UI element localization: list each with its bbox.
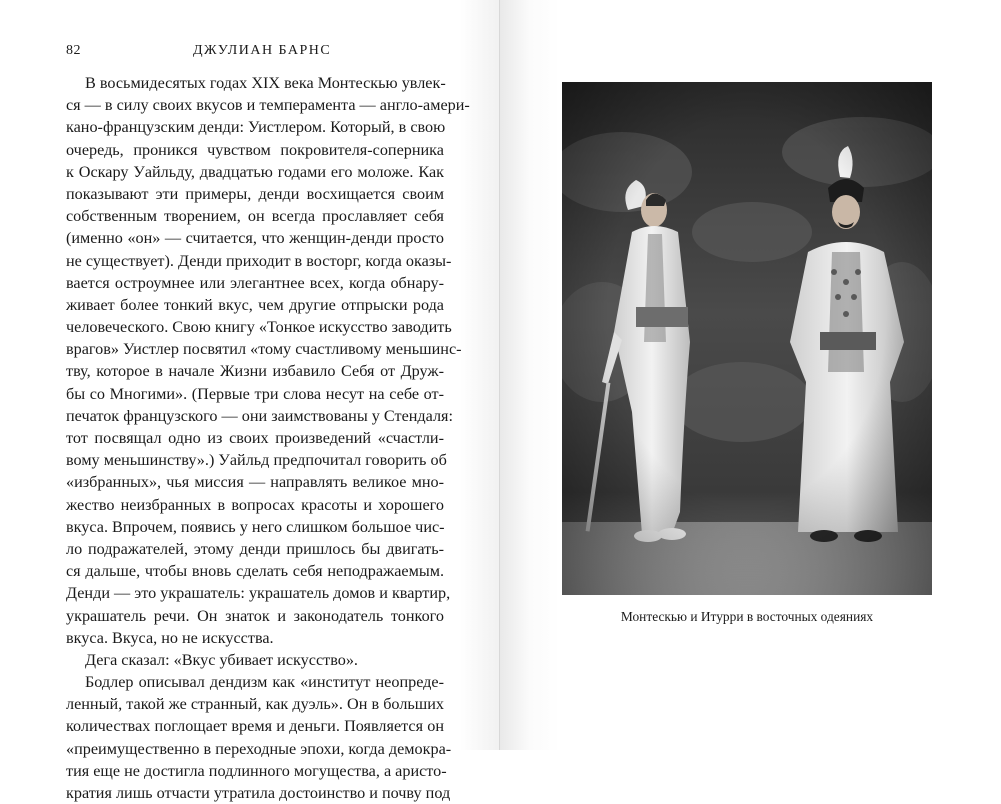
text-line: Бодлер описывал дендизм как «институт неопреде- — [85, 673, 444, 692]
text-line: бы со Многими». (Первые три слова несут на себе от- — [66, 384, 444, 403]
text-line: вкуса. Вкуса, но не искусства. — [66, 628, 274, 647]
photograph — [562, 82, 932, 595]
text-line: кратия лишь отчасти утратила достоинство и почву под — [66, 784, 451, 802]
text-line: ло подражателей, этому денди пришлось бы двигать- — [66, 539, 444, 558]
text-line: В восьмидесятых годах XIX века Монтескью увлек- — [85, 74, 446, 92]
photo-caption: Монтескью и Итурри в восточных одеяниях — [620, 609, 874, 624]
text-line: украшатель речи. Он знаток и законодатель тонкого — [66, 606, 444, 625]
page-number: 82 — [66, 43, 81, 58]
text-line: врагов» Уистлер посвятил «тому счастливому меньшинс- — [66, 340, 462, 359]
text-line: тия еще не достигла подлинного могущества, а аристо- — [66, 761, 447, 780]
text-line: ленный, такой же странный, как дуэль». Он в больших — [66, 695, 444, 714]
text-line: собственным творением, он всегда прославляет себя — [66, 207, 444, 226]
left-page — [0, 0, 500, 802]
text-line: человеческого. Свою книгу «Тонкое искусство заводить — [66, 318, 452, 337]
text-line: количествах поглощает время и деньги. Появляется он — [66, 717, 444, 736]
text-line: вому меньшинству».) Уайльд предпочитал говорить об — [66, 451, 447, 470]
text-line: ся — в силу своих вкусов и темперамента — англо-амери- — [66, 96, 470, 115]
text-line: не существует). Денди приходит в восторг, когда оказы- — [66, 251, 452, 270]
text-line: жество неизбранных в вопросах красоты и хорошего — [66, 495, 444, 514]
text-line: ся дальше, чтобы вновь сделать себя неподражаемым. — [66, 562, 444, 581]
text-line: «преимущественно в переходные эпохи, когда демокра- — [66, 739, 452, 758]
text-line: показывают эти примеры, денди восхищается своим — [66, 184, 444, 203]
text-line: «избранных», чья миссия — направлять великое мно- — [66, 473, 444, 492]
text-line: тот посвящал одно из своих произведений «счастли- — [66, 429, 444, 447]
text-line: Денди — это украшатель: украшатель домов и квартир, — [66, 584, 451, 603]
body-text — [66, 72, 470, 804]
text-line: Дега сказал: «Вкус убивает искусство». — [85, 650, 358, 669]
text-line: очередь, проникся чувством покровителя-соперника — [66, 140, 444, 159]
text-line: вается остроумнее или элегантнее всех, когда обнару- — [66, 273, 444, 292]
text-line: тву, которое в начале Жизни избавило Себя от Друж- — [66, 362, 444, 381]
running-head — [0, 43, 500, 63]
text-line: кано-французским денди: Уистлером. Который, в свою — [66, 118, 446, 137]
text-line: к Оскару Уайльду, двадцатью годами его моложе. Как — [66, 162, 444, 181]
text-line: печаток французского — они заимствованы у Стендаля: — [66, 406, 453, 425]
text-line: вкуса. Впрочем, появись у него слишком большое чис- — [66, 517, 445, 536]
photo-illustration — [562, 82, 932, 595]
text-line: (именно «он» — считается, что женщин-денди просто — [66, 229, 444, 248]
book-title: ДЖУЛИАН БАРНС — [193, 43, 332, 58]
text-line: живает более тонкий вкус, чем другие отпрыски рода — [66, 295, 444, 314]
